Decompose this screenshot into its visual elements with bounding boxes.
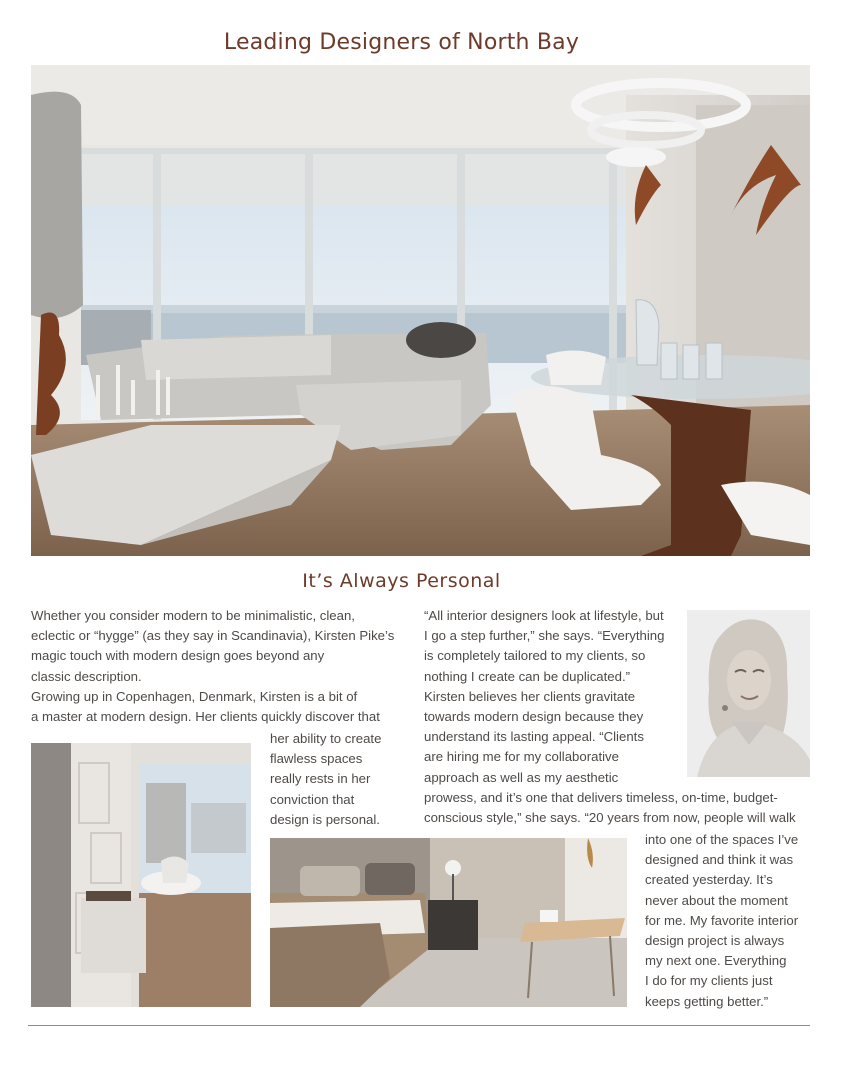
paragraph-line: is completely tailored to my clients, so bbox=[424, 648, 646, 664]
footer-divider bbox=[28, 1025, 810, 1026]
paragraph-line: towards modern design because they bbox=[424, 709, 644, 725]
paragraph-line: understand its lasting appeal. “Clients bbox=[424, 729, 644, 745]
living-area-photo bbox=[31, 743, 251, 1007]
paragraph-line: nothing I create can be duplicated.” bbox=[424, 668, 631, 684]
paragraph-line: prowess, and it’s one that delivers timeless, on-time, budget- bbox=[424, 789, 778, 805]
paragraph-line: keeps getting better.” bbox=[645, 993, 769, 1009]
page-title: Leading Designers of North Bay bbox=[223, 30, 580, 55]
paragraph-line: my next one. Everything bbox=[645, 953, 787, 969]
paragraph-line: really rests in her bbox=[270, 771, 371, 787]
paragraph-line: into one of the spaces I’ve bbox=[645, 832, 799, 847]
paragraph-line: design is personal. bbox=[270, 811, 380, 827]
paragraph-line: a master at modern design. Her clients quickly discover that bbox=[31, 709, 380, 725]
paragraph-line: designed and think it was bbox=[645, 852, 794, 868]
paragraph-line: Growing up in Copenhagen, Denmark, Kirsten is a bit of bbox=[31, 688, 358, 704]
paragraph-line: never about the moment bbox=[645, 892, 788, 908]
bedroom-photo bbox=[270, 838, 627, 1007]
paragraph-line: conviction that bbox=[270, 791, 355, 807]
section-heading: It’s Always Personal bbox=[302, 570, 501, 592]
paragraph-line: “All interior designers look at lifestyle, but bbox=[424, 608, 664, 623]
paragraph-line: I go a step further,” she says. “Everything bbox=[424, 628, 665, 644]
article-column-1b bbox=[270, 729, 420, 830]
paragraph-line: magic touch with modern design goes beyond any bbox=[31, 648, 325, 664]
paragraph-line: conscious style,” she says. “20 years from now, people will walk bbox=[424, 810, 796, 826]
paragraph-line: her ability to create bbox=[270, 731, 382, 746]
paragraph-line: Whether you consider modern to be minimalistic, clean, bbox=[31, 608, 355, 623]
paragraph-line: eclectic or “hygge” (as they say in Scandinavia), Kirsten Pike’s bbox=[31, 628, 395, 644]
paragraph-line: created yesterday. It’s bbox=[645, 872, 773, 888]
paragraph-line: I do for my clients just bbox=[645, 973, 773, 989]
paragraph-line: approach as well as my aesthetic bbox=[424, 769, 619, 785]
paragraph-line: design project is always bbox=[645, 933, 785, 949]
article-column-1 bbox=[31, 606, 411, 727]
paragraph-line: classic description. bbox=[31, 668, 142, 684]
paragraph-line: are hiring me for my collaborative bbox=[424, 749, 619, 765]
living-room-photo bbox=[31, 65, 810, 556]
paragraph-line: flawless spaces bbox=[270, 751, 363, 767]
designer-portrait-photo bbox=[687, 610, 810, 777]
article-column-3 bbox=[645, 830, 825, 1012]
paragraph-line: Kirsten believes her clients gravitate bbox=[424, 688, 636, 704]
paragraph-line: for me. My favorite interior bbox=[645, 912, 799, 928]
